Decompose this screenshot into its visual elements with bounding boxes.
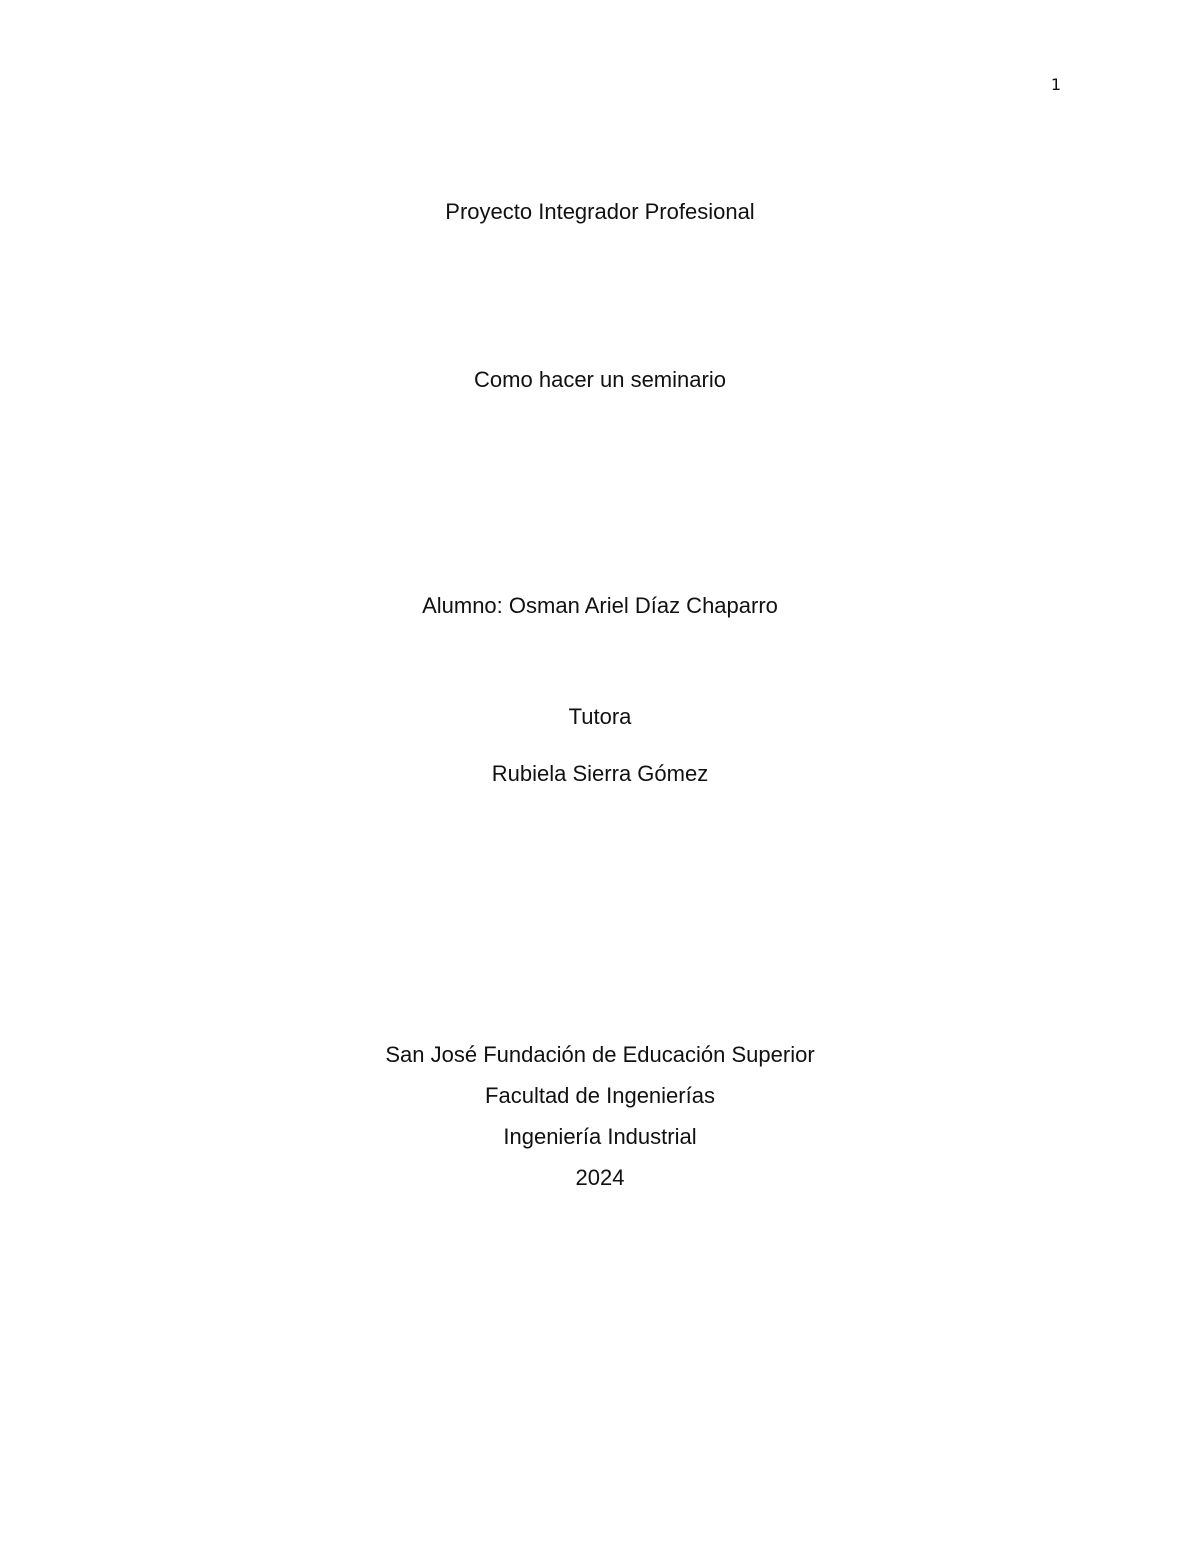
tutor-name: Rubiela Sierra Gómez xyxy=(491,761,709,786)
institution-name: San José Fundación de Educación Superior xyxy=(385,1042,815,1067)
faculty-name: Facultad de Ingenierías xyxy=(485,1083,715,1108)
project-title: Proyecto Integrador Profesional xyxy=(445,199,755,224)
page-number: 1 xyxy=(1050,75,1062,94)
seminar-topic: Como hacer un seminario xyxy=(474,367,726,392)
program-name: Ingeniería Industrial xyxy=(503,1124,697,1149)
tutor-label: Tutora xyxy=(568,704,632,729)
student-name: Alumno: Osman Ariel Díaz Chaparro xyxy=(422,593,778,618)
year: 2024 xyxy=(575,1165,625,1190)
